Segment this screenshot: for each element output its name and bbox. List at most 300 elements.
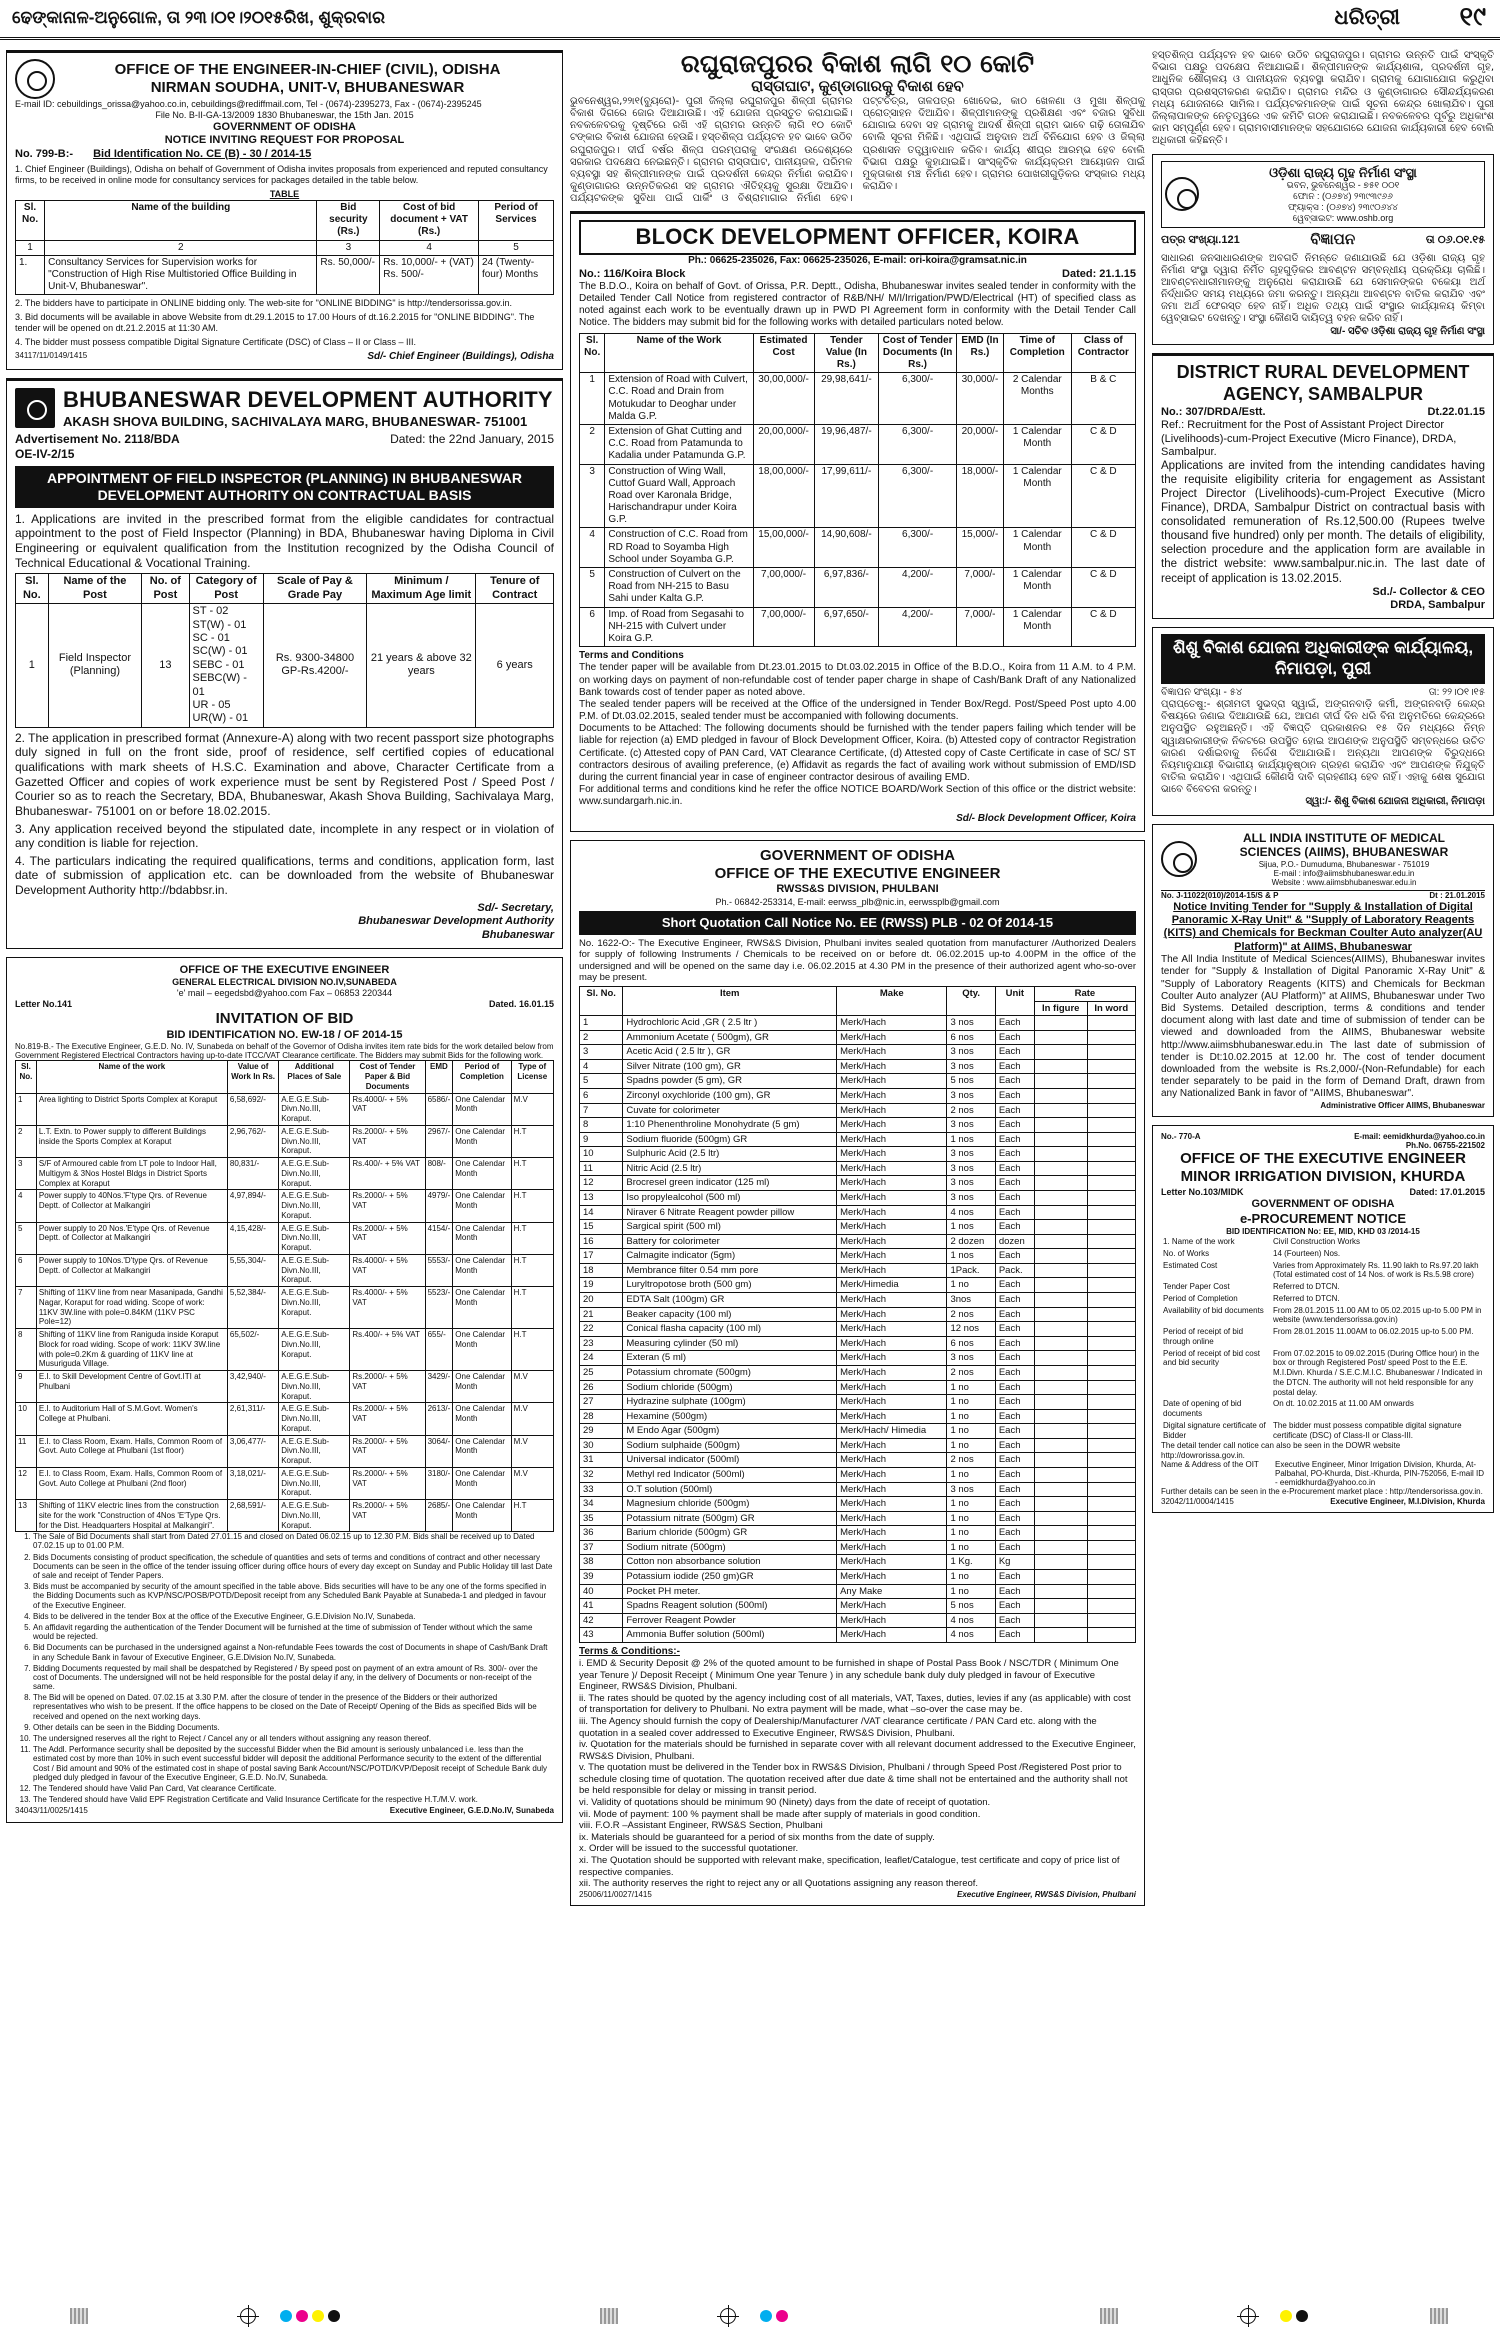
- th: Item: [623, 986, 837, 1015]
- notice-no: No. 799-B:-: [15, 147, 74, 160]
- td: 8: [16, 1329, 37, 1371]
- td: 4: [580, 528, 605, 568]
- signature-1: Sd/- Secretary,: [477, 901, 554, 914]
- td: 4,97,894/-: [227, 1190, 278, 1222]
- td: 2967/-: [425, 1125, 453, 1157]
- td: 5: [580, 568, 605, 608]
- th: Category of Post: [189, 574, 263, 604]
- table-row: [580, 1555, 1136, 1570]
- td: Rs. 10,000/- + (VAT) Rs. 500/-: [380, 255, 479, 295]
- td: 34: [580, 1497, 623, 1512]
- td: O.T solution (500ml): [623, 1482, 837, 1497]
- td: Merk/Hach: [837, 1059, 947, 1074]
- td: 28: [580, 1409, 623, 1424]
- td: 1 no: [947, 1380, 995, 1395]
- aiims-logo-icon: [1161, 841, 1197, 877]
- th: Bid security (Rs.): [317, 201, 380, 241]
- td: M Endo Agar (500gm): [623, 1424, 837, 1439]
- email: E-mail : info@aiimsbhubaneswar.edu.in: [1273, 869, 1415, 879]
- td: Nitric Acid (2.5 ltr): [623, 1161, 837, 1176]
- rate-figure-cell: [1034, 1191, 1087, 1206]
- ad-title-3: RWSS&S DIVISION, PHULBANI: [776, 883, 939, 896]
- table-row: [580, 1409, 1136, 1424]
- td: 65,502/-: [227, 1329, 278, 1371]
- category: UR(W) - 01: [192, 712, 249, 725]
- td: 15,000/-: [956, 528, 1003, 568]
- signature-2: Bhubaneswar Development Authority: [358, 915, 554, 928]
- td: 1 no: [947, 1438, 995, 1453]
- td: Each: [995, 1176, 1034, 1191]
- td: 19: [580, 1278, 623, 1293]
- td: 1 no: [947, 1395, 995, 1410]
- ad-icds-nimapada: [1152, 627, 1494, 815]
- table-row: [580, 1424, 1136, 1439]
- td: Merk/Hach: [837, 1205, 947, 1220]
- cyan-swatch: [280, 2310, 292, 2322]
- td: 3 nos: [947, 1059, 995, 1074]
- table-row: [580, 1118, 1136, 1133]
- td: 2 dozen: [947, 1234, 995, 1249]
- td: Imp. of Road from Segasahi to NH-215 with Culvert under Koira G.P.: [605, 607, 753, 647]
- td: Any Make: [837, 1584, 947, 1599]
- subheadline: ରାସ୍ତାଘାଟ, କୁଣ୍ଡାଗାରକୁ ବିକାଶ ହେବ: [751, 77, 964, 95]
- td: 8: [580, 1118, 623, 1133]
- td: 4154/-: [425, 1222, 453, 1254]
- rate-figure-cell: [1034, 1380, 1087, 1395]
- td: 20,000/-: [956, 424, 1003, 464]
- th: Tenure of Contract: [476, 574, 554, 604]
- terms-4: For additional terms and conditions kind he refer the office NOTICE BOARD/Work Section of this office or the district website: www.sundargarh.nic.in.: [579, 784, 1136, 808]
- td: 1: [16, 604, 49, 728]
- address: AKASH SHOVA BUILDING, SACHIVALAYA MARG, BHUBANESWAR- 751001: [63, 413, 528, 429]
- td: 2,61,311/-: [227, 1403, 278, 1435]
- td: 4,200/-: [879, 568, 957, 608]
- signature: Executive Engineer, RWS&S Division, Phulbani: [956, 1889, 1136, 1899]
- rate-figure-cell: [1034, 1468, 1087, 1483]
- term-item: 13. The Tendered should have Valid EPF Registration Certificate and Valid Insurance Certificate for the respective H.T./M.V. work.: [33, 1795, 554, 1804]
- rate-figure-cell: [1034, 1147, 1087, 1162]
- ad-title: ଓଡ଼ିଶା ରାଜ୍ୟ ଗୃହ ନିର୍ମାଣ ସଂସ୍ଥା: [1269, 164, 1417, 180]
- td: H.T: [511, 1222, 553, 1254]
- table-row: [16, 1125, 554, 1157]
- point-2: 2. The bidders have to participate in ONLINE bidding only. The web-site for "ONLINE BIDDING" is http://tendersorissa.gov.in.: [15, 298, 512, 309]
- table-row: [580, 1453, 1136, 1468]
- td: Each: [995, 1584, 1034, 1599]
- td: EDTA Salt (100gm) GR: [623, 1293, 837, 1308]
- point-2: 2. The application in prescribed format (Annexure-A) along with two recent passport size photographs duly signed in full on the front side, proof of residence, self certified copies of educational qualifications with mark sheets of H.S.C. Examination and above, Character Certificate from a Gazetted Officer and copies of work experience must be sent by Registered Post / Speed Post / Courier so as to reach the Secretary, BDA, Bhubaneswar, Akash Shova Building, Sachivalaya Marg, Bhubaneswar- 751001 on or before 18.02.2015.: [15, 730, 554, 818]
- th: Cost of Tender Documents (In Rs.): [879, 333, 957, 373]
- rate-word-cell: [1087, 1599, 1135, 1614]
- term-item: 9. Other details can be seen in the Bidding Documents.: [33, 1723, 554, 1732]
- td: 1 no: [947, 1409, 995, 1424]
- td: H.T: [511, 1329, 553, 1371]
- rate-figure-cell: [1034, 1016, 1087, 1031]
- td: One Calendar Month: [453, 1500, 511, 1532]
- td: 29: [580, 1424, 623, 1439]
- td: 26: [580, 1380, 623, 1395]
- td: One Calendar Month: [453, 1467, 511, 1499]
- th: Sl. No.: [16, 201, 45, 241]
- rate-figure-cell: [1034, 1584, 1087, 1599]
- th: Qty.: [947, 986, 995, 1015]
- td: 1 no: [947, 1584, 995, 1599]
- td: Cotton non absorbance solution: [623, 1555, 837, 1570]
- th: Make: [837, 986, 947, 1015]
- th: Cost of bid document + VAT (Rs.): [380, 201, 479, 241]
- table-row: [16, 1371, 554, 1403]
- term-item: ix. Materials should be guaranteed for a period of six months from the date of supply.: [579, 1831, 935, 1843]
- bid-id: BID IDENTIFICATION NO. EW-18 / OF 2014-15: [166, 1028, 403, 1041]
- ad-rwss-phulbani: [570, 840, 1145, 1906]
- td: Each: [995, 1088, 1034, 1103]
- rate-figure-cell: [1034, 1045, 1087, 1060]
- field-row: [1161, 1281, 1485, 1293]
- td: 3 nos: [947, 1045, 995, 1060]
- td: 6,300/-: [879, 528, 957, 568]
- td: Acetic Acid ( 2.5 ltr ), GR: [623, 1045, 837, 1060]
- td: 6,300/-: [879, 464, 957, 528]
- td: 6,58,692/-: [227, 1093, 278, 1125]
- table-row: [580, 1351, 1136, 1366]
- table-row: [580, 1307, 1136, 1322]
- td: Each: [995, 1570, 1034, 1585]
- field-row: [1161, 1348, 1485, 1399]
- field-row: [1161, 1398, 1485, 1420]
- th: Additional Places of Sale: [279, 1061, 350, 1093]
- field-value: Referred to DTCN.: [1273, 1282, 1340, 1292]
- th: Period of Completion: [453, 1061, 511, 1093]
- letter: Letter No.103/MIDK: [1161, 1186, 1244, 1197]
- notice: e-PROCUREMENT NOTICE: [1239, 1211, 1407, 1227]
- td: 3: [580, 464, 605, 528]
- ad-title-2: AGENCY, SAMBALPUR: [1222, 383, 1423, 404]
- table-row: [580, 1278, 1136, 1293]
- no: No.: 307/DRDA/Estt.: [1161, 405, 1266, 418]
- rate-word-cell: [1087, 1074, 1135, 1089]
- rate-word-cell: [1087, 1540, 1135, 1555]
- td: 30: [580, 1438, 623, 1453]
- th: Sl. No.: [16, 1061, 37, 1093]
- table-row: [580, 1380, 1136, 1395]
- td: 7,00,000/-: [753, 568, 814, 608]
- td: Merk/Hach/ Himedia: [837, 1424, 947, 1439]
- td: Merk/Hach: [837, 1220, 947, 1235]
- td: 18,00,000/-: [753, 464, 814, 528]
- category: SEBC(W) - 01: [192, 672, 247, 698]
- contact: E-mail ID: cebuildings_orissa@yahoo.co.in, cebuildings@rediffmail.com, Tel - (0674)-2395273, Fax - (0674)-2395245: [15, 99, 482, 109]
- td: Brocresel green indicator (125 ml): [623, 1176, 837, 1191]
- td: Sodium fluoride (500gm) GR: [623, 1132, 837, 1147]
- column-middle: [570, 50, 1145, 1914]
- td: 21: [580, 1307, 623, 1322]
- td: Field Inspector (Planning): [48, 604, 141, 728]
- td: Pocket PH meter.: [623, 1584, 837, 1599]
- td: 3 nos: [947, 1176, 995, 1191]
- table-row: [580, 1030, 1136, 1045]
- table-row: [580, 1482, 1136, 1497]
- td: 23: [580, 1336, 623, 1351]
- td: Merk/Hach: [837, 1118, 947, 1133]
- name-head: Name & Address of the OIT: [1161, 1459, 1259, 1469]
- category: SEBC - 01: [192, 658, 245, 671]
- table-row: [580, 1205, 1136, 1220]
- consultancy-table: [15, 200, 554, 295]
- td: 5523/-: [425, 1287, 453, 1329]
- td: Each: [995, 1161, 1034, 1176]
- rate-word-cell: [1087, 1453, 1135, 1468]
- td: Hydrazine sulphate (100gm): [623, 1395, 837, 1410]
- td: Battery for colorimeter: [623, 1234, 837, 1249]
- td: Construction of Culvert on the Road from NH-215 to Basu Sahi under Kalta G.P.: [605, 568, 753, 608]
- td: Merk/Hach: [837, 1409, 947, 1424]
- rate-figure-cell: [1034, 1220, 1087, 1235]
- signature: ସା/- ସଚିବ ଓଡ଼ିଶା ରାଜ୍ୟ ଗୃହ ନିର୍ମାଣ ସଂସ୍ଥା: [1330, 325, 1485, 337]
- td: 2 nos: [947, 1453, 995, 1468]
- field-label: No. of Works: [1163, 1248, 1210, 1258]
- td: 655/-: [425, 1329, 453, 1371]
- field-value: On dt. 10.02.2015 at 11.00 AM onwards: [1273, 1399, 1414, 1409]
- table-row: [580, 607, 1136, 647]
- td: 4: [580, 1059, 623, 1074]
- td: E.I. to Auditorium Hall of S.M.Govt. Women's College at Phulbani.: [36, 1403, 227, 1435]
- td: 1Pack.: [947, 1263, 995, 1278]
- td: Each: [995, 1307, 1034, 1322]
- td: Rs. 50,000/-: [317, 255, 380, 295]
- td: Merk/Hach: [837, 1438, 947, 1453]
- td: Each: [995, 1526, 1034, 1541]
- td: Each: [995, 1482, 1034, 1497]
- table-row: [580, 1263, 1136, 1278]
- rate-figure-cell: [1034, 1059, 1087, 1074]
- table-row: [580, 1584, 1136, 1599]
- td: Each: [995, 1074, 1034, 1089]
- td: 4979/-: [425, 1190, 453, 1222]
- rate-word-cell: [1087, 1191, 1135, 1206]
- td: 1 Calendar Month: [1003, 607, 1071, 647]
- th: No. of Post: [142, 574, 189, 604]
- td: 1: [16, 240, 45, 255]
- td: Rs.4000/- + 5% VAT: [350, 1093, 425, 1125]
- table-row: [580, 1103, 1136, 1118]
- term-item: 2. Bids Documents consisting of product specification, the schedule of quantities and sets of terms and conditions of contract and other necessary Documents can be seen in the office of the tender issuing officer during office hours of every day except on Sunday and Public Holiday till last Date of sale and receipt of Tender Papers.: [33, 1553, 554, 1581]
- td: 3 nos: [947, 1161, 995, 1176]
- term-item: x. Order will be issued to the successful quotationer.: [579, 1843, 799, 1855]
- column-right: [1152, 50, 1494, 1521]
- rate-word-cell: [1087, 1628, 1135, 1643]
- td: 1 no: [947, 1526, 995, 1541]
- rate-word-cell: [1087, 1220, 1135, 1235]
- rate-word-cell: [1087, 1016, 1135, 1031]
- td: 13: [142, 604, 189, 728]
- td: 37: [580, 1540, 623, 1555]
- category: SC - 01: [192, 631, 230, 644]
- td: Area lighting to District Sports Complex at Koraput: [36, 1093, 227, 1125]
- ad-subtitle: NIRMAN SOUDHA, UNIT-V, BHUBANESWAR: [150, 79, 465, 96]
- td: H.T: [511, 1500, 553, 1532]
- td: 3064/-: [425, 1435, 453, 1467]
- th: Rate: [1034, 986, 1135, 1001]
- td: Merk/Hach: [837, 1468, 947, 1483]
- yellow-swatch: [1280, 2310, 1292, 2322]
- rate-figure-cell: [1034, 1482, 1087, 1497]
- td: One Calendar Month: [453, 1329, 511, 1371]
- body: ସାଧାରଣ ଜନସାଧାରଣଙ୍କ ଅବଗତି ନିମନ୍ତେ ଜଣାଯାଉଛି ଯେ ଓଡ଼ିଶା ରାଜ୍ୟ ଗୃହ ନିର୍ମାଣ ସଂସ୍ଥା ଦ୍ୱାରା ନିର୍ମିତ ଗୃହଗୁଡ଼ିକର ଆବଣ୍ଟନ ସମ୍ବନ୍ଧୀୟ ପ୍ରକ୍ରିୟା ଚାଲିଛି। ଆବଣ୍ଟନଧାରୀମାନଙ୍କୁ ଅନୁରୋଧ କରାଯାଉଛି ଯେ ସେମାନଙ୍କର ବକେୟା ଅର୍ଥ ନିର୍ଦ୍ଧାରିତ ସମୟ ମଧ୍ୟରେ ଜମା କରନ୍ତୁ। ଅନ୍ୟଥା ଆବଣ୍ଟନ ବାତିଲ କରାଯିବ ଏବଂ ଜମା ଅର୍ଥ ଫେରସ୍ତ ହେବ ନାହିଁ। ଅଧିକ ତଥ୍ୟ ପାଇଁ ସଂସ୍ଥାର କାର୍ଯ୍ୟାଳୟ କିମ୍ବା ୱେବ୍‌ସାଇଟ ଦେଖନ୍ତୁ। ସଂସ୍ଥା କୌଣସି ଦାୟିତ୍ୱ ବହନ କରିବ ନାହିଁ।: [1161, 252, 1485, 325]
- column-left: [6, 50, 563, 1831]
- terms-head: Terms & Conditions:-: [579, 1645, 680, 1657]
- td: 4: [16, 1190, 37, 1222]
- ad-title: BLOCK DEVELOPMENT OFFICER, KOIRA: [579, 220, 1136, 255]
- rate-word-cell: [1087, 1555, 1135, 1570]
- td: 29,98,641/-: [814, 373, 879, 425]
- td: Sodium nitrate (500gm): [623, 1540, 837, 1555]
- category: ST(W) - 01: [192, 618, 247, 631]
- td: 2 nos: [947, 1103, 995, 1118]
- table-row: [580, 1599, 1136, 1614]
- phone: ଫୋନ : (୦୬୭୪) ୨୩୯୩୯୬୬: [1293, 191, 1393, 202]
- td: 14,90,608/-: [814, 528, 879, 568]
- signature: Executive Engineer, G.E.D.No.IV, Sunabeda: [389, 1806, 554, 1816]
- field-value: Referred to DTCN.: [1273, 1293, 1340, 1303]
- point-4: 4. The particulars indicating the required qualifications, terms and conditions, application form, last date of submission of application etc. can be downloaded from the website of Bhubaneswar Development Authority http://bdabbsr.in.: [15, 853, 554, 898]
- field-row: [1161, 1248, 1485, 1260]
- td: Merk/Hach: [837, 1555, 947, 1570]
- td: 6 nos: [947, 1030, 995, 1045]
- td: 3,18,021/-: [227, 1467, 278, 1499]
- dated: Dt.22.01.15: [1427, 405, 1485, 418]
- td: M.V: [511, 1371, 553, 1403]
- contact: Ph.- 06842-253314, E-mail: eerwss_plb@nic.in, eerwssplb@gmail.com: [715, 896, 1000, 907]
- ad-title-2: OFFICE OF THE EXECUTIVE ENGINEER: [714, 865, 1001, 883]
- td: Shifting of 11KV line from near Masanipada, Gandhi Nagar, Koraput for road widing. Scope of work: 11KV 3W.line with pole=0.84KM (11KV PSC Pole=12): [36, 1287, 227, 1329]
- rate-word-cell: [1087, 1613, 1135, 1628]
- registration-mark-icon: [720, 2308, 736, 2324]
- td: 5 nos: [947, 1074, 995, 1089]
- td: 31: [580, 1453, 623, 1468]
- field-label: Period of receipt of bid cost and bid security: [1163, 1348, 1260, 1368]
- term-item: 3. Bids must be accompanied by security of the amount specified in the table above. Bids securities will have to be any one of the forms specified in the Bidding Documents such as KVP/NSC/POSB/POTD/Deposit receipt from any Scheduled Bank Payable at Sunabeda-1 and pledged in favour of the Executive Engineer.: [33, 1582, 554, 1610]
- rate-word-cell: [1087, 1424, 1135, 1439]
- body: ପ୍ରାପ୍ତେଷୁ:- ଶ୍ରୀମତୀ ସୁଭଦ୍ରା ସ୍ୱାଇଁ, ଅଙ୍ଗନବାଡ଼ି କର୍ମୀ, ଅଙ୍ଗନବାଡ଼ି କେନ୍ଦ୍ର ବିଷୟରେ ଜଣାଇ ଦିଆଯାଉଛି ଯେ, ଆପଣ ଦୀର୍ଘ ଦିନ ଧରି ବିନା ଅନୁମତିରେ କେନ୍ଦ୍ରରେ ଅନୁପସ୍ଥିତ ରହୁଅଛନ୍ତି। ଏହି ବିଜ୍ଞପ୍ତି ପ୍ରକାଶନର ୧୫ ଦିନ ମଧ୍ୟରେ ନିମ୍ନ ସ୍ୱାକ୍ଷରକାରୀଙ୍କ ନିକଟରେ ଉପସ୍ଥିତ ହୋଇ ଆପଣଙ୍କ ଅନୁପସ୍ଥିତି ସମ୍ବନ୍ଧରେ ଉଚିତ କାରଣ ଦର୍ଶାଇବାକୁ ନିର୍ଦ୍ଦେଶ ଦିଆଯାଉଛି। ଅନ୍ୟଥା ଆପଣଙ୍କ ବିରୁଦ୍ଧରେ ନିୟମାନୁଯାୟୀ ବିଭାଗୀୟ କାର୍ଯ୍ୟାନୁଷ୍ଠାନ ଗ୍ରହଣ କରାଯିବ ଏବଂ ଆପଣଙ୍କ ନିଯୁକ୍ତି ବାତିଲ କରାଯିବ। ଏଥିପାଇଁ କୌଣସି ଦାବି ଗ୍ରହଣୀୟ ହେବ ନାହିଁ। ଏହାକୁ ଶେଷ ସୁଯୋଗ ଭାବେ ବିବେଚନା କରନ୍ତୁ।: [1161, 698, 1485, 796]
- td: Sodium sulphaide (500gm): [623, 1438, 837, 1453]
- name-val: Executive Engineer, Minor Irrigation Division, Khurda, At- Palbahal, PO-Khurda, Dist.-Khurda, PIN-752056, E-mail ID - eemidkhurda@yahoo.co.in: [1275, 1459, 1484, 1488]
- td: H.T: [511, 1254, 553, 1286]
- terms-head: Terms and Conditions: [579, 650, 684, 662]
- td: Merk/Hach: [837, 1074, 947, 1089]
- td: E.I. to Skill Development Centre of Govt.ITI at Phulbani: [36, 1371, 227, 1403]
- td: B & C: [1071, 373, 1135, 425]
- khurda-fields: [1161, 1236, 1485, 1441]
- td: C & D: [1071, 568, 1135, 608]
- rate-figure-cell: [1034, 1336, 1087, 1351]
- ad-title: ଶିଶୁ ବିକାଶ ଯୋଜନା ଅଧିକାରୀଙ୍କ କାର୍ଯ୍ୟାଳୟ, ନିମାପଡ଼ା, ପୁରୀ: [1161, 634, 1485, 683]
- td: 5,55,304/-: [227, 1254, 278, 1286]
- td: 12: [16, 1467, 37, 1499]
- td: Ferrover Reagent Powder: [623, 1613, 837, 1628]
- td: Merk/Hach: [837, 1482, 947, 1497]
- td: Merk/Hach: [837, 1322, 947, 1337]
- adv-no: Advertisement No. 2118/BDA: [15, 432, 180, 447]
- bid-id: BID IDENTIFICATION No: EE, MID, KHD 03 /2014-15: [1226, 1226, 1420, 1236]
- td: M.V: [511, 1435, 553, 1467]
- td: Rs.2000/- + 5% VAT: [350, 1190, 425, 1222]
- td: Merk/Hach: [837, 1395, 947, 1410]
- td: 808/-: [425, 1158, 453, 1190]
- td: 16: [580, 1234, 623, 1249]
- td: 17: [580, 1249, 623, 1264]
- rate-word-cell: [1087, 1132, 1135, 1147]
- td: A.E.G.E.Sub-Divn.No.III, Koraput.: [279, 1467, 350, 1499]
- field-value: From 28.01.2015 11.00 AM to 05.02.2015 up-to 5.00 PM in website (www.tendersorissa.gov.in): [1273, 1305, 1482, 1325]
- field-label: Period of Completion: [1163, 1293, 1238, 1303]
- td: 6: [580, 1088, 623, 1103]
- rate-word-cell: [1087, 1570, 1135, 1585]
- table-row: [580, 1336, 1136, 1351]
- rate-word-cell: [1087, 1161, 1135, 1176]
- rate-figure-cell: [1034, 1555, 1087, 1570]
- td: Potassium nitrate (500gm) GR: [623, 1511, 837, 1526]
- table-row: [16, 1190, 554, 1222]
- td: 7: [16, 1287, 37, 1329]
- td: 3 nos: [947, 1351, 995, 1366]
- td: 30,00,000/-: [753, 373, 814, 425]
- td: 3429/-: [425, 1371, 453, 1403]
- td: S/F of Armoured cable from LT pole to Indoor Hall, Multigym & 3Nos Hostel Bldgs in District Sports Complex at Koraput: [36, 1158, 227, 1190]
- td: Each: [995, 1103, 1034, 1118]
- td: A.E.G.E.Sub-Divn.No.III, Koraput.: [279, 1435, 350, 1467]
- td: 3 nos: [947, 1191, 995, 1206]
- table-row: [580, 1511, 1136, 1526]
- rate-figure-cell: [1034, 1351, 1087, 1366]
- td: Each: [995, 1540, 1034, 1555]
- td: Merk/Hach: [837, 1526, 947, 1541]
- rate-word-cell: [1087, 1497, 1135, 1512]
- th: Unit: [995, 986, 1034, 1015]
- term-item: iv. Quotation for the materials should be furnished in separate cover with all relevant document addressed to the Executive Engineer, RWS&S Division, Phulbani.: [579, 1739, 1136, 1762]
- td: Rs.4000/- + 5% VAT: [350, 1254, 425, 1286]
- table-row: [580, 1132, 1136, 1147]
- td: 3,06,477/-: [227, 1435, 278, 1467]
- intro: The B.D.O., Koira on behalf of Govt. of Orissa, P.R. Deptt., Odisha, Bhubaneswar invites sealed tender in conformity with the Detailed Tender Call Notice from registered contractor of R&B/NH/ M/I/Irrigation/PWD/Electrical (HT) of specified class as noted against each work to be eventually drawn up in PWD PI Agreement form in conformity with the Detail Tender Call Notice. The bidders may submit bid for the following works with detailed particulars noted below.: [579, 280, 1136, 329]
- table-row: [16, 1287, 554, 1329]
- no: No.: 116/Koira Block: [579, 267, 686, 280]
- th: In figure: [1034, 1001, 1087, 1016]
- invitation: INVITATION OF BID: [215, 1010, 354, 1028]
- td: Power supply to 20 Nos.'E'type Qrs. of Revenue Deptt. of Collector at Malkangiri: [36, 1222, 227, 1254]
- dowr: The detail tender call notice can also be seen in the DOWR website http://dowrorissa.gov.in.: [1161, 1441, 1401, 1460]
- website: Website : www.aiimsbhubaneswar.edu.in: [1271, 878, 1417, 888]
- table-row: [580, 1147, 1136, 1162]
- rate-word-cell: [1087, 1205, 1135, 1220]
- td: Merk/Hach: [837, 1628, 947, 1643]
- td: A.E.G.E.Sub-Divn.No.III, Koraput.: [279, 1329, 350, 1371]
- td: Rs.400/- + 5% VAT: [350, 1329, 425, 1371]
- table-row: [580, 1395, 1136, 1410]
- td: Merk/Hach: [837, 1336, 947, 1351]
- td: Merk/Hach: [837, 1088, 947, 1103]
- table-row: [580, 1526, 1136, 1541]
- td: 5: [580, 1074, 623, 1089]
- td: Measuring cylinder (50 ml): [623, 1336, 837, 1351]
- td: Shifting of 11KV line from Raniguda inside Koraput Block for road widing. Scope of work: 11KV 3W.line with pole=0.2Km & guarding of 11KV line at Musuriguda Village.: [36, 1329, 227, 1371]
- rate-figure-cell: [1034, 1570, 1087, 1585]
- rate-word-cell: [1087, 1030, 1135, 1045]
- term-item: 7. Bidding Documents requested by mail shall be despatched by Registered / By speed post on payment of an extra amount of Rs. 300/- over the cost of Documents. The undersigned will not be held responsible for the postal delay if any, in the delivery of Documents or non-receipt of the same.: [33, 1664, 554, 1692]
- table-row: [580, 1365, 1136, 1380]
- ad-oshb: [1152, 154, 1494, 345]
- field-value: Varies from Approximately Rs. 11.90 lakh to Rs.97.20 lakh (Total estimated cost of 14 Nos. of work is Rs.5.98 crore): [1273, 1260, 1479, 1280]
- td: 21 years & above 32 years: [367, 604, 476, 728]
- td: 17,99,611/-: [814, 464, 879, 528]
